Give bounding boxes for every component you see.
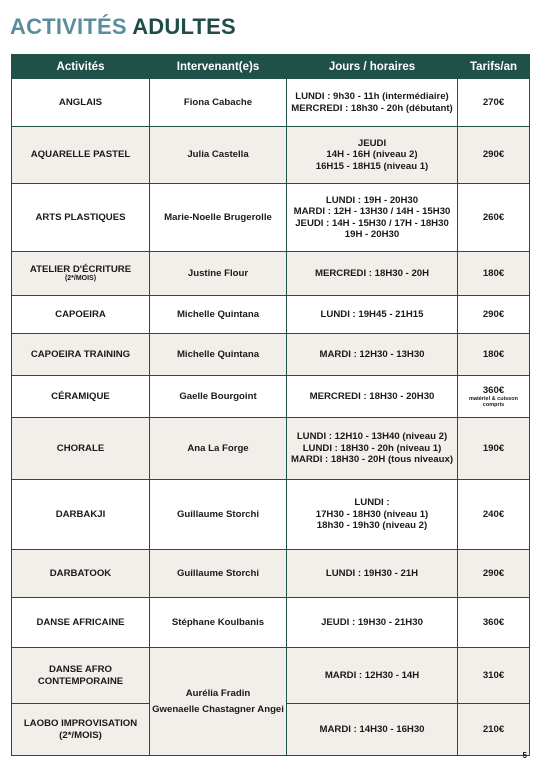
price-cell: 180€ <box>458 334 530 376</box>
teacher-cell: Guillaume Storchi <box>150 550 287 598</box>
teacher-cell: Fiona Cabache <box>150 79 287 127</box>
schedule-line: 14H - 16H (niveau 2) <box>326 149 418 161</box>
price-cell: 360€ <box>458 598 530 648</box>
page-number: 5 <box>522 751 527 760</box>
activity-cell: DANSE AFRO CONTEMPORAINE <box>12 648 150 704</box>
teacher-cell: Ana La Forge <box>150 418 287 480</box>
teacher-name: Aurélia Fradin <box>185 687 251 699</box>
schedule-line: LUNDI : 12H10 - 13H40 (niveau 2) <box>296 431 448 443</box>
activity-cell: DANSE AFRICAINE <box>12 598 150 648</box>
schedule-cell: MARDI : 12H30 - 14H <box>287 648 458 704</box>
price-value: 360€ <box>482 384 505 396</box>
price-note: matériel & cuisson compris <box>469 396 518 409</box>
table-header-row <box>12 55 530 79</box>
activity-cell: CÉRAMIQUE <box>12 376 150 418</box>
schedule-line: LUNDI : <box>354 497 390 509</box>
schedule-line: MARDI : 12H - 13H30 / 14H - 15H30 <box>293 206 451 217</box>
activity-cell <box>12 252 150 296</box>
schedule-cell <box>287 480 458 550</box>
price-cell: 290€ <box>458 296 530 334</box>
activity-cell: CHORALE <box>12 418 150 480</box>
schedule-cell <box>287 184 458 252</box>
table-row <box>12 79 530 127</box>
title-part-1: ACTIVITÉS <box>10 14 127 39</box>
page-title <box>10 14 236 40</box>
price-cell: 190€ <box>458 418 530 480</box>
teacher-cell: Justine Flour <box>150 252 287 296</box>
schedule-cell <box>287 127 458 184</box>
column-header-teacher: Intervenant(e)s <box>150 55 287 79</box>
price-cell: 290€ <box>458 127 530 184</box>
schedule-line: LUNDI : 19H - 20H30 <box>325 194 419 206</box>
table-row <box>12 598 530 648</box>
column-header-price: Tarifs/an <box>458 55 530 79</box>
activity-frequency-note: (2*/MOIS) <box>64 275 97 283</box>
activity-cell: ARTS PLASTIQUES <box>12 184 150 252</box>
schedule-cell <box>287 418 458 480</box>
activity-cell: AQUARELLE PASTEL <box>12 127 150 184</box>
schedule-cell: LUNDI : 19H30 - 21H <box>287 550 458 598</box>
schedule-line: 18h30 - 19h30 (niveau 2) <box>316 520 428 532</box>
activity-cell: CAPOEIRA TRAINING <box>12 334 150 376</box>
teacher-cell: Michelle Quintana <box>150 296 287 334</box>
teacher-cell: Stéphane Koulbanis <box>150 598 287 648</box>
table-row <box>12 252 530 296</box>
schedule-line: 17H30 - 18H30 (niveau 1) <box>315 508 429 520</box>
schedule-cell: MERCREDI : 18H30 - 20H30 <box>287 376 458 418</box>
table-row <box>12 648 530 704</box>
column-header-activity: Activités <box>12 55 150 79</box>
schedule-line: JEUDI : 14H - 15H30 / 17H - 18H30 <box>295 217 449 229</box>
price-cell: 240€ <box>458 480 530 550</box>
schedule-cell <box>287 79 458 127</box>
teacher-cell: Michelle Quintana <box>150 334 287 376</box>
activity-cell <box>12 704 150 756</box>
teacher-cell: Gaelle Bourgoint <box>150 376 287 418</box>
table-row <box>12 418 530 480</box>
price-cell: 290€ <box>458 550 530 598</box>
shared-teacher-cell <box>150 648 287 756</box>
table-row <box>12 184 530 252</box>
teacher-name: Gwenaelle Chastagner Angei <box>152 704 284 715</box>
title-part-2: ADULTES <box>132 14 236 39</box>
teacher-cell: Guillaume Storchi <box>150 480 287 550</box>
schedule-line: JEUDI <box>357 137 387 149</box>
schedule-cell: LUNDI : 19H45 - 21H15 <box>287 296 458 334</box>
activity-cell: DARBAKJI <box>12 480 150 550</box>
schedule-cell: MARDI : 14H30 - 16H30 <box>287 704 458 756</box>
price-cell: 270€ <box>458 79 530 127</box>
table-row <box>12 334 530 376</box>
activities-table <box>11 54 530 756</box>
price-cell: 260€ <box>458 184 530 252</box>
teacher-cell: Julia Castella <box>150 127 287 184</box>
activity-label: LAOBO IMPROVISATION <box>23 718 138 729</box>
price-cell: 310€ <box>458 648 530 704</box>
schedule-cell: JEUDI : 19H30 - 21H30 <box>287 598 458 648</box>
schedule-line: 16H15 - 18H15 (niveau 1) <box>315 160 429 172</box>
schedule-cell: MERCREDI : 18H30 - 20H <box>287 252 458 296</box>
table-row <box>12 550 530 598</box>
schedule-line: 19H - 20H30 <box>344 229 400 240</box>
activity-cell: CAPOEIRA <box>12 296 150 334</box>
activity-cell: DARBATOOK <box>12 550 150 598</box>
table-row <box>12 296 530 334</box>
column-header-schedule: Jours / horaires <box>287 55 458 79</box>
schedule-line: MARDI : 18H30 - 20H (tous niveaux) <box>290 454 454 466</box>
activity-frequency-note: (2*/MOIS) <box>59 729 102 741</box>
price-cell <box>458 376 530 418</box>
price-cell: 210€ <box>458 704 530 756</box>
activity-cell: ANGLAIS <box>12 79 150 127</box>
schedule-cell: MARDI : 12H30 - 13H30 <box>287 334 458 376</box>
table-row <box>12 480 530 550</box>
price-cell: 180€ <box>458 252 530 296</box>
table-row <box>12 127 530 184</box>
activity-label: ATELIER D'ÉCRITURE <box>29 263 132 275</box>
teacher-cell: Marie-Noelle Brugerolle <box>150 184 287 252</box>
schedule-line: MERCREDI : 18h30 - 20h (débutant) <box>291 102 453 114</box>
schedule-line: LUNDI : 18H30 - 20h (niveau 1) <box>302 442 442 454</box>
table-row <box>12 376 530 418</box>
schedule-line: LUNDI : 9h30 - 11h (intermédiaire) <box>295 91 449 102</box>
